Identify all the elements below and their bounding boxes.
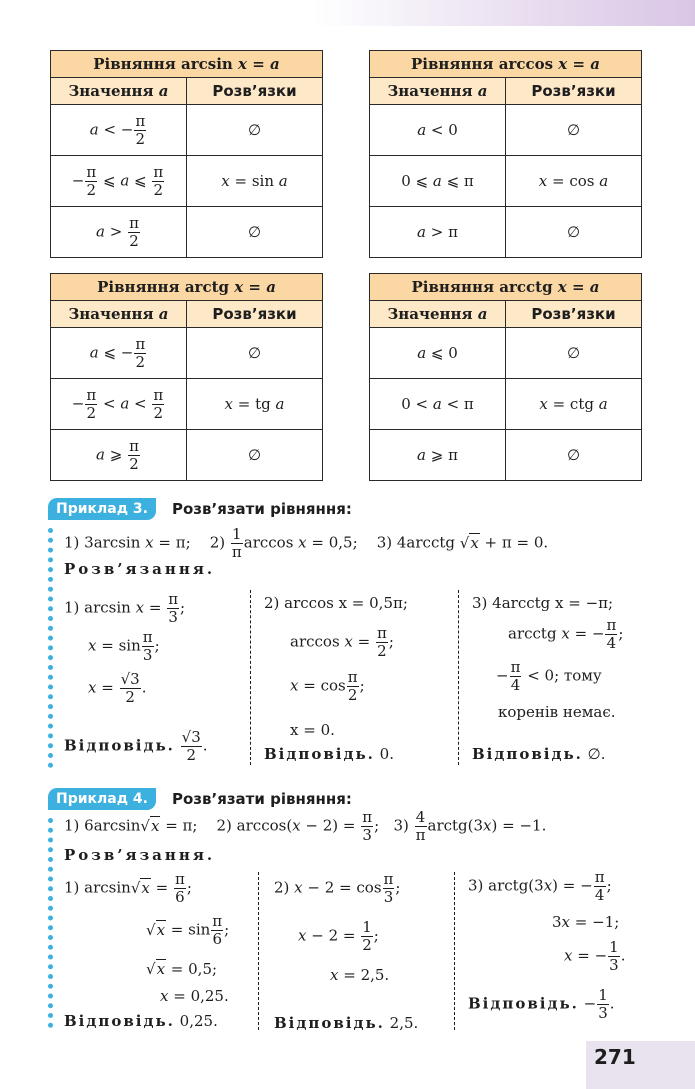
ex4-c1-answer: Відповідь. 0,25.: [64, 1012, 218, 1030]
ex3-c1-line1: 1) arcsin x = $\frac{\pi}{3}$ ;: [64, 590, 186, 626]
ex4-c3-line3: x = − $\frac{1}{3}$ .: [564, 938, 626, 974]
cell-solution: ∅: [187, 328, 323, 379]
col-header-solutions: Розв’язки: [187, 301, 323, 328]
example-4-dotted-bar: [48, 818, 58, 1028]
table-arcctg: [369, 273, 642, 481]
cell-solution: x = tg a: [187, 379, 323, 430]
cell-condition: a < − $\frac{\pi}{2}$: [51, 105, 187, 156]
col-header-value: Значення a: [51, 301, 187, 328]
example-3-dotted-bar: [48, 528, 58, 768]
cell-condition: a ⩾ π: [370, 430, 506, 481]
cell-condition: a ⩾ $\frac{\pi}{2}$: [51, 430, 187, 481]
cell-condition: a ⩽ 0: [370, 328, 506, 379]
table-arctg: [50, 273, 323, 481]
cell-solution: ∅: [506, 207, 642, 258]
ex3-c2-line3: x = cos $\frac{\pi}{2}$ ;: [290, 668, 365, 704]
cell-condition: a > $\frac{\pi}{2}$: [51, 207, 187, 258]
ex3-separator-1: [250, 590, 251, 765]
col-header-value: Значення a: [51, 78, 187, 105]
cell-solution: ∅: [187, 430, 323, 481]
ex4-c1-line4: x = 0,25.: [160, 987, 229, 1005]
ex4-c3-answer: Відповідь. − $\frac{1}{3}$ .: [468, 986, 615, 1022]
cell-solution: ∅: [187, 207, 323, 258]
table-arcsin: [50, 50, 323, 258]
ex3-c3-line4: коренів немає.: [498, 703, 616, 721]
example-4-equations: 1) 6arcsin√x = π; 2) arccos(x − 2) = $\frac{\pi}{3}$ ; 3) $\frac{4}{\pi}$ arctg(3x) = −1.: [64, 808, 547, 844]
col-header-solutions: Розв’язки: [506, 78, 642, 105]
cell-condition: − $\frac{\pi}{2}$ ⩽ a ⩽ $\frac{\pi}{2}$: [51, 156, 187, 207]
cell-condition: 0 ⩽ a ⩽ π: [370, 156, 506, 207]
ex4-c1-line2: √x = sin $\frac{\pi}{6}$ ;: [146, 912, 230, 948]
ex4-c2-line2: x − 2 = $\frac{1}{2}$ ;: [298, 918, 379, 954]
ex3-c3-line3: − $\frac{\pi}{4}$ < 0; тому: [496, 658, 602, 694]
ex3-c3-line1: 3) 4arcctg x = −π;: [472, 594, 614, 612]
decorative-top-band: [0, 0, 695, 26]
example-3-solution-label: Розв’язання.: [64, 560, 216, 578]
ex4-separator-1: [258, 872, 259, 1030]
ex3-c2-line2: arccos x = $\frac{\pi}{2}$ ;: [290, 624, 394, 660]
ex4-c3-line1: 3) arctg(3x) = − $\frac{\pi}{4}$ ;: [468, 868, 612, 904]
ex3-c3-line2: arcctg x = − $\frac{\pi}{4}$ ;: [508, 616, 624, 652]
ex3-c2-answer: Відповідь. 0.: [264, 745, 394, 763]
col-header-value: Значення a: [370, 78, 506, 105]
example-4-task: Розв’язати рівняння:: [172, 790, 352, 808]
cell-solution: ∅: [187, 105, 323, 156]
col-header-solutions: Розв’язки: [187, 78, 323, 105]
cell-solution: x = sin a: [187, 156, 323, 207]
example-3-equations: 1) 3arcsin x = π; 2) $\frac{1}{\pi}$ arccos x = 0,5; 3) 4arcctg √x + π = 0.: [64, 525, 549, 561]
ex3-separator-2: [458, 590, 459, 765]
ex3-c2-line1: 2) arccos x = 0,5π;: [264, 594, 408, 612]
ex4-c2-line3: x = 2,5.: [330, 966, 390, 984]
page-number: 271: [594, 1045, 636, 1069]
cell-condition: − $\frac{\pi}{2}$ < a < $\frac{\pi}{2}$: [51, 379, 187, 430]
cell-solution: x = cos a: [506, 156, 642, 207]
ex3-c1-answer: Відповідь. $\frac{√3}{2}$ .: [64, 728, 208, 764]
ex4-c3-line2: 3x = −1;: [552, 913, 620, 931]
col-header-value: Значення a: [370, 301, 506, 328]
cell-solution: ∅: [506, 105, 642, 156]
ex3-c2-line4: x = 0.: [290, 721, 335, 739]
ex4-c1-line1: 1) arcsin√x = $\frac{\pi}{6}$ ;: [64, 870, 192, 906]
example-3-badge: Приклад 3.: [48, 498, 156, 520]
table-arccos: [369, 50, 642, 258]
cell-condition: a < 0: [370, 105, 506, 156]
ex4-c2-answer: Відповідь. 2,5.: [274, 1014, 419, 1032]
cell-solution: x = ctg a: [506, 379, 642, 430]
ex4-c2-line1: 2) x − 2 = cos $\frac{\pi}{3}$ ;: [274, 870, 401, 906]
cell-solution: ∅: [506, 430, 642, 481]
cell-condition: a ⩽ − $\frac{\pi}{2}$: [51, 328, 187, 379]
example-3-task: Розв’язати рівняння:: [172, 500, 352, 518]
ex3-c1-line3: x = $\frac{√3}{2}$ .: [88, 670, 147, 706]
table-title: Рівняння arcsin x = a: [51, 51, 323, 78]
ex3-c1-line2: x = sin $\frac{\pi}{3}$ ;: [88, 628, 160, 664]
cell-condition: a > π: [370, 207, 506, 258]
ex4-c1-line3: √x = 0,5;: [146, 960, 218, 978]
table-title: Рівняння arctg x = a: [51, 274, 323, 301]
ex3-c3-answer: Відповідь. ∅.: [472, 745, 606, 763]
col-header-solutions: Розв’язки: [506, 301, 642, 328]
cell-condition: 0 < a < π: [370, 379, 506, 430]
ex4-separator-2: [454, 872, 455, 1030]
example-4-solution-label: Розв’язання.: [64, 846, 216, 864]
example-4-badge: Приклад 4.: [48, 788, 156, 810]
cell-solution: ∅: [506, 328, 642, 379]
table-title: Рівняння arccos x = a: [370, 51, 642, 78]
table-title: Рівняння arcctg x = a: [370, 274, 642, 301]
